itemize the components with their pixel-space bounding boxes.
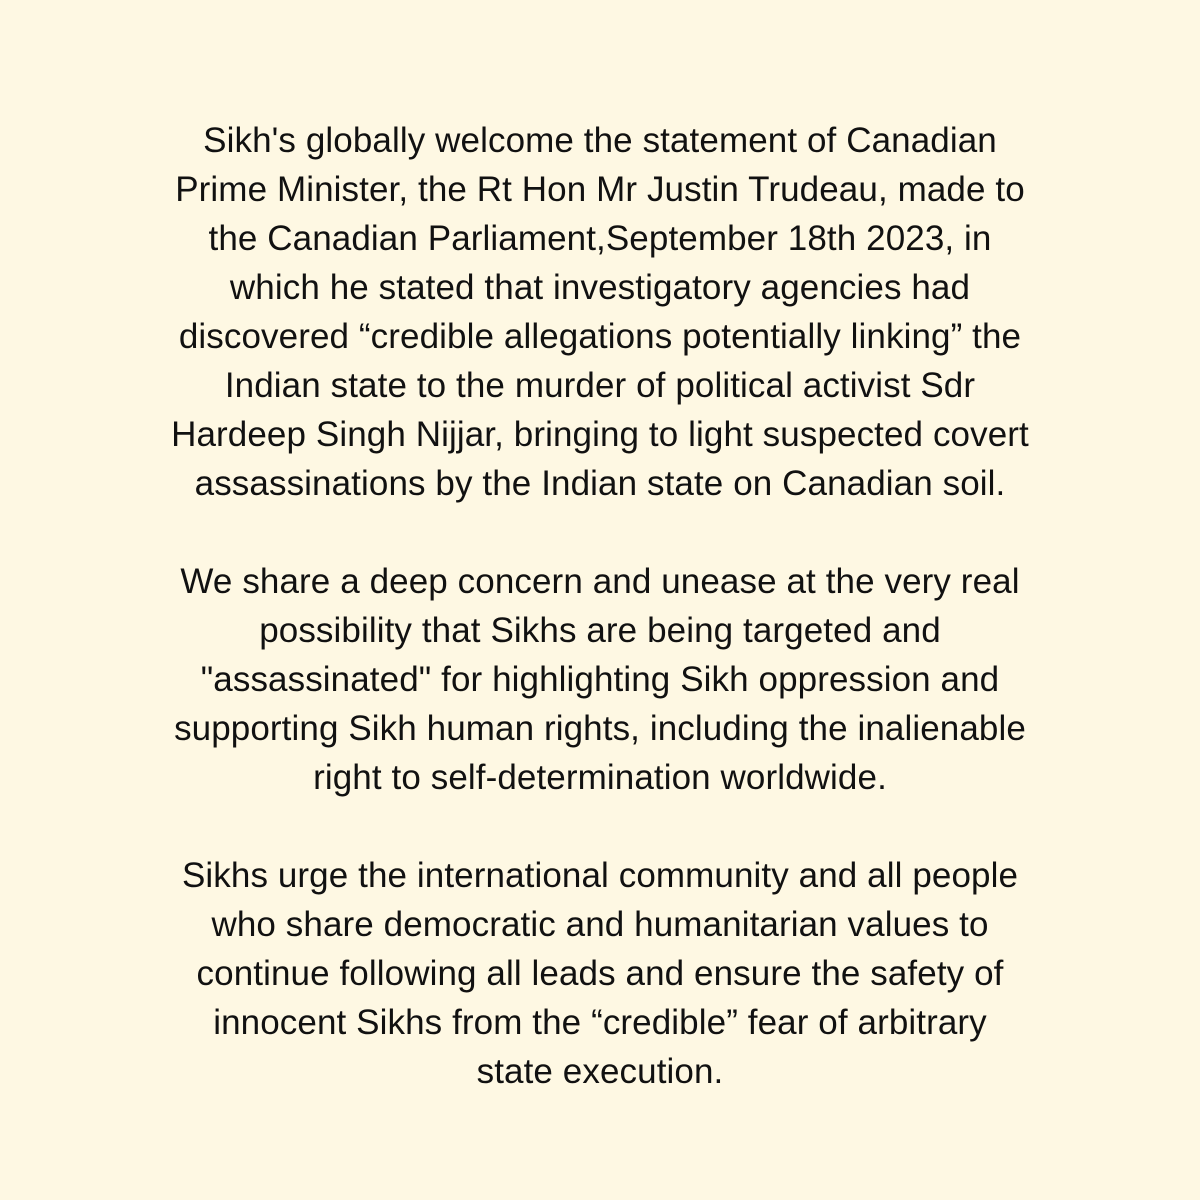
text-line: right to self-determination worldwide.: [313, 758, 887, 797]
text-line: "assassinated" for highlighting Sikh oppression and: [200, 660, 1000, 699]
text-line: Prime Minister, the Rt Hon Mr Justin Trudeau, made to: [175, 170, 1025, 209]
text-line: who share democratic and humanitarian values to: [211, 905, 989, 944]
text-line: state execution.: [476, 1052, 724, 1091]
text-line: Hardeep Singh Nijjar, bringing to light suspected covert: [171, 415, 1029, 454]
text-line: possibility that Sikhs are being targeted and: [259, 611, 941, 650]
text-line: Sikhs urge the international community and all people: [181, 856, 1019, 895]
text-line: Sikh's globally welcome the statement of Canadian: [203, 121, 997, 160]
text-line: which he stated that investigatory agencies had: [229, 268, 971, 307]
text-line: assassinations by the Indian state on Canadian soil.: [194, 464, 1006, 503]
paragraph-spacer: [60, 508, 1140, 557]
paragraph-welcome-statement: [60, 116, 1140, 508]
text-line: the Canadian Parliament,September 18th 2023, in: [208, 219, 992, 258]
paragraph-concern: [60, 557, 1140, 802]
text-line: Indian state to the murder of political activist Sdr: [224, 366, 976, 405]
statement-text: [60, 116, 1140, 1096]
text-line: continue following all leads and ensure the safety of: [196, 954, 1004, 993]
text-line: We share a deep concern and unease at the very real: [180, 562, 1020, 601]
text-line: innocent Sikhs from the “credible” fear of arbitrary: [213, 1003, 987, 1042]
paragraph-urge: [60, 851, 1140, 1096]
text-line: discovered “credible allegations potentially linking” the: [178, 317, 1022, 356]
paragraph-spacer: [60, 802, 1140, 851]
text-line: supporting Sikh human rights, including the inalienable: [174, 709, 1026, 748]
